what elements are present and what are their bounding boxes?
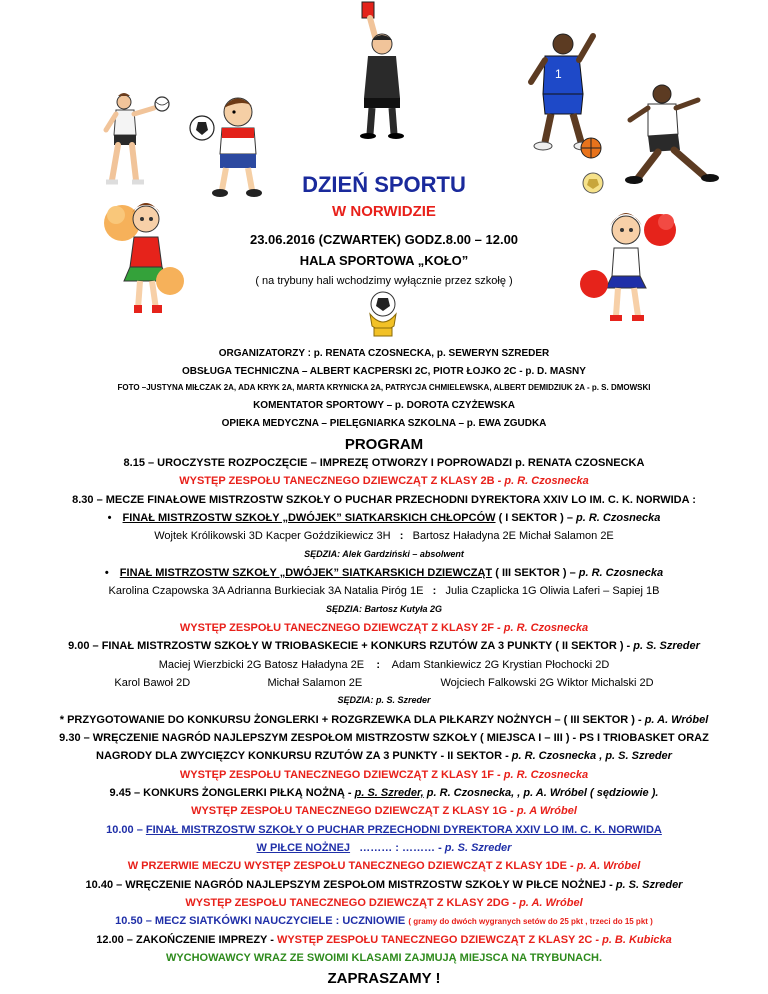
dance-1de-teacher: - p. A. Wróbel: [569, 860, 641, 872]
program-line-awards-1: 9.30 – WRĘCZENIE NAGRÓD NAJLEPSZYM ZESPOŁOM MISTRZOSTW SZKOŁY ( MIEJSCA I – III ) - PS I TRIOBASKET ORAZ: [59, 732, 709, 744]
program-line-juggling-prep: [0, 714, 768, 726]
organizers: ORGANIZATORZY : p. RENATA CZOSNECKA, p. SEWERYN SZREDER: [218, 348, 550, 359]
juggling-prep-teacher: p. A. Wróbel: [644, 714, 709, 726]
girls-volley-sector: ( III SEKTOR ) –: [495, 567, 576, 579]
program-line-girls-teams: [0, 585, 768, 597]
program-line-football-awards: [0, 879, 768, 891]
football-time: 10.00 –: [106, 824, 143, 836]
basket-player-1: Karol Bawoł 2D: [114, 677, 191, 689]
trophy-ball-icon: [360, 290, 406, 340]
juggling-title: 9.45 – KONKURS ŻONGLERKI PIŁKĄ NOŻNĄ -: [109, 787, 352, 799]
program-line-girls-volley: [0, 567, 768, 579]
medical-care: OPIEKA MEDYCZNA – PIELĘGNIARKA SZKOLNA – p. EWA ZGUDKA: [221, 418, 547, 429]
awards-2-title: NAGRODY DLA ZWYCIĘZCY KONKURSU RZUTÓW ZA 3 PUNKTY - II SEKTOR -: [96, 750, 509, 762]
program-line-boys-volley: [0, 512, 768, 524]
svg-text:1: 1: [555, 67, 562, 81]
awards-2-teachers: p. R. Czosnecka , p. S. Szreder: [511, 750, 672, 762]
program-line-class-teachers: WYCHOWAWCY WRAZ ZE SWOIMI KLASAMI ZAJMUJĄ MIEJSCA NA TRYBUNACH.: [165, 952, 603, 964]
program-line-dance-1de: [0, 860, 768, 872]
dance-2b: WYSTĘP ZESPOŁU TANECZNEGO DZIEWCZĄT Z KLASY 2B: [179, 475, 495, 487]
dance-2f-teacher: - p. R. Czosnecka: [497, 622, 589, 634]
event-venue: HALA SPORTOWA „KOŁO”: [299, 253, 469, 268]
basket-player-3: Wojciech Falkowski 2G Wiktor Michalski 2D: [440, 677, 654, 689]
girls-volley-title: FINAŁ MISTRZOSTW SZKOŁY „DWÓJEK” SIATKARSKICH DZIEWCZĄT: [119, 567, 493, 579]
subtitle: W NORWIDZIE: [332, 203, 436, 220]
teachers-match-rules: ( gramy do dwóch wygranych setów do 25 pkt , trzeci do 15 pkt ): [408, 917, 653, 926]
triobasket-teacher: p. S. Szreder: [633, 640, 700, 652]
boys-volley-sector: ( I SEKTOR ) –: [498, 512, 573, 524]
dance-1g: WYSTĘP ZESPOŁU TANECZNEGO DZIEWCZĄT Z KLASY 1G: [191, 805, 508, 817]
dance-2dg-teacher: - p. A. Wróbel: [512, 897, 583, 909]
program-line-referee-1: SĘDZIA: Alek Gardziński – absolwent: [304, 549, 464, 559]
bullet-icon: •: [107, 512, 112, 524]
basket-player-2: Michał Salamon 2E: [267, 677, 363, 689]
tech-support: OBSŁUGA TECHNICZNA – ALBERT KACPERSKI 2C, PIOTR ŁOJKO 2C - p. D. MASNY: [182, 366, 586, 377]
dance-1g-teacher: - p. A Wróbel: [510, 805, 577, 817]
dance-2dg: WYSTĘP ZESPOŁU TANECZNEGO DZIEWCZĄT Z KLASY 2DG: [185, 897, 510, 909]
program-line-dance-2b: [0, 475, 768, 487]
basket-team-sep: :: [376, 659, 381, 671]
page-title: DZIEŃ SPORTU: [302, 172, 466, 197]
juggling-prep-title: * PRZYGOTOWANIE DO KONKURSU ŻONGLERKI + ROZGRZEWKA DLA PIŁKARZY NOŻNYCH – ( III SEKTOR ) -: [59, 714, 642, 726]
girls-team-sep: :: [432, 585, 437, 597]
program-line-referee-3: SĘDZIA: p. S. Szreder: [337, 695, 431, 705]
photo-team: FOTO –JUSTYNA MIŁCZAK 2A, ADA KRYK 2A, MARTA KRYNICKA 2A, PATRYCJA CHMIELEWSKA, ALBERT DEMIDZIUK 2A - p. S. DMOWSKI: [117, 383, 651, 392]
program-line-football-final: [0, 824, 768, 836]
basketball-player-icon: [515, 30, 611, 160]
dance-1f-teacher: - p. R. Czosnecka: [497, 769, 589, 781]
program-line-finals: 8.30 – MECZE FINAŁOWE MISTRZOSTW SZKOŁY O PUCHAR PRZECHODNI DYREKTORA XXIV LO IM. C. K. NORWIDA :: [72, 494, 696, 506]
football-score: ……… : ……… -: [359, 842, 442, 854]
girls-team-a: Karolina Czapowska 3A Adrianna Burkieciak 3A Natalia Piróg 1E: [108, 585, 424, 597]
referee-icon: [342, 0, 418, 140]
boys-volley-title: FINAŁ MISTRZOSTW SZKOŁY „DWÓJEK” SIATKARSKICH CHŁOPCÓW: [122, 512, 496, 524]
commentator: KOMENTATOR SPORTOWY – p. DOROTA CZYŻEWSKA: [253, 400, 515, 411]
program-line-dance-2f: [0, 622, 768, 634]
football-teacher: p. S. Szreder: [444, 842, 512, 854]
juggling-teacher-1: p. S. Szreder,: [354, 787, 424, 799]
program-line-dance-1g: [0, 805, 768, 817]
dance-1de: W PRZERWIE MECZU WYSTĘP ZESPOŁU TANECZNEGO DZIEWCZĄT Z KLASY 1DE: [127, 860, 567, 872]
girls-team-b: Julia Czaplicka 1G Oliwia Laferi – Sapiej 1B: [445, 585, 660, 597]
dance-2b-teacher: - p. R. Czosnecka: [497, 475, 589, 487]
boys-team-a: Wojtek Królikowski 3D Kacper Goździkiewicz 3H: [154, 530, 391, 542]
boys-volley-teacher: p. R. Czosnecka: [576, 512, 661, 524]
program-line-triobasket: [0, 640, 768, 652]
girls-volley-teacher: p. R. Czosnecka: [578, 567, 664, 579]
basket-team-b: Adam Stankiewicz 2G Krystian Płochocki 2D: [391, 659, 610, 671]
basket-team-a: Maciej Wierzbicki 2G Batosz Haładyna 2E: [158, 659, 365, 671]
program-line-teachers-match: [0, 915, 768, 927]
football-awards-title: 10.40 – WRĘCZENIE NAGRÓD NAJLEPSZYM ZESPOŁOM MISTRZOSTW SZKOŁY W PIŁCE NOŻNEJ -: [85, 879, 613, 891]
program-line-football: [0, 842, 768, 854]
closing-title: 12.00 – ZAKOŃCZENIE IMPREZY -: [96, 934, 274, 946]
dance-2f: WYSTĘP ZESPOŁU TANECZNEGO DZIEWCZĄT Z KLASY 2F: [179, 622, 494, 634]
boys-team-b: Bartosz Haładyna 2E Michał Salamon 2E: [412, 530, 614, 542]
program-line-juggling: [0, 787, 768, 799]
football-label: W PIŁCE NOŻNEJ: [256, 842, 351, 854]
bullet-icon: •: [104, 567, 109, 579]
boys-team-sep: :: [399, 530, 404, 542]
program-line-boys-teams: [0, 530, 768, 542]
triobasket-title: 9.00 – FINAŁ MISTRZOSTW SZKOŁY W TRIOBASKECIE + KONKURS RZUTÓW ZA 3 PUNKTY ( II SEKTOR ) -: [68, 640, 631, 652]
program-line-dance-2dg: [0, 897, 768, 909]
dance-2c-teacher: - p. B. Kubicka: [595, 934, 672, 946]
juggling-teacher-2: p. R. Czosnecka, , p. A. Wróbel ( sędziowie ).: [426, 787, 659, 799]
program-line-closing: [0, 934, 768, 946]
entrance-note: ( na trybuny hali wchodzimy wyłącznie przez szkołę ): [255, 275, 513, 287]
program-heading: PROGRAM: [344, 436, 424, 453]
dance-1f: WYSTĘP ZESPOŁU TANECZNEGO DZIEWCZĄT Z KLASY 1F: [179, 769, 494, 781]
program-line-awards-2: [0, 750, 768, 762]
dance-2c: WYSTĘP ZESPOŁU TANECZNEGO DZIEWCZĄT Z KLASY 2C: [276, 934, 593, 946]
closing-invitation: ZAPRASZAMY !: [327, 970, 441, 987]
program-line-referee-2: SĘDZIA: Bartosz Kutyła 2G: [325, 604, 443, 614]
teachers-match-title: 10.50 – MECZ SIATKÓWKI NAUCZYCIELE : UCZNIOWIE: [115, 915, 406, 927]
event-date: 23.06.2016 (CZWARTEK) GODZ.8.00 – 12.00: [249, 232, 519, 247]
program-line-basket-team-1: [0, 659, 768, 671]
football-final-title: FINAŁ MISTRZOSTW SZKOŁY O PUCHAR PRZECHODNI DYREKTORA XXIV LO IM. C. K. NORWIDA: [145, 824, 662, 836]
program-line-opening: 8.15 – UROCZYSTE ROZPOCZĘCIE – IMPREZĘ OTWORZY I POPROWADZI p. RENATA CZOSNECKA: [123, 457, 645, 469]
football-awards-teacher: p. S. Szreder: [615, 879, 683, 891]
program-line-basket-team-2: [0, 677, 768, 689]
program-line-dance-1f: [0, 769, 768, 781]
